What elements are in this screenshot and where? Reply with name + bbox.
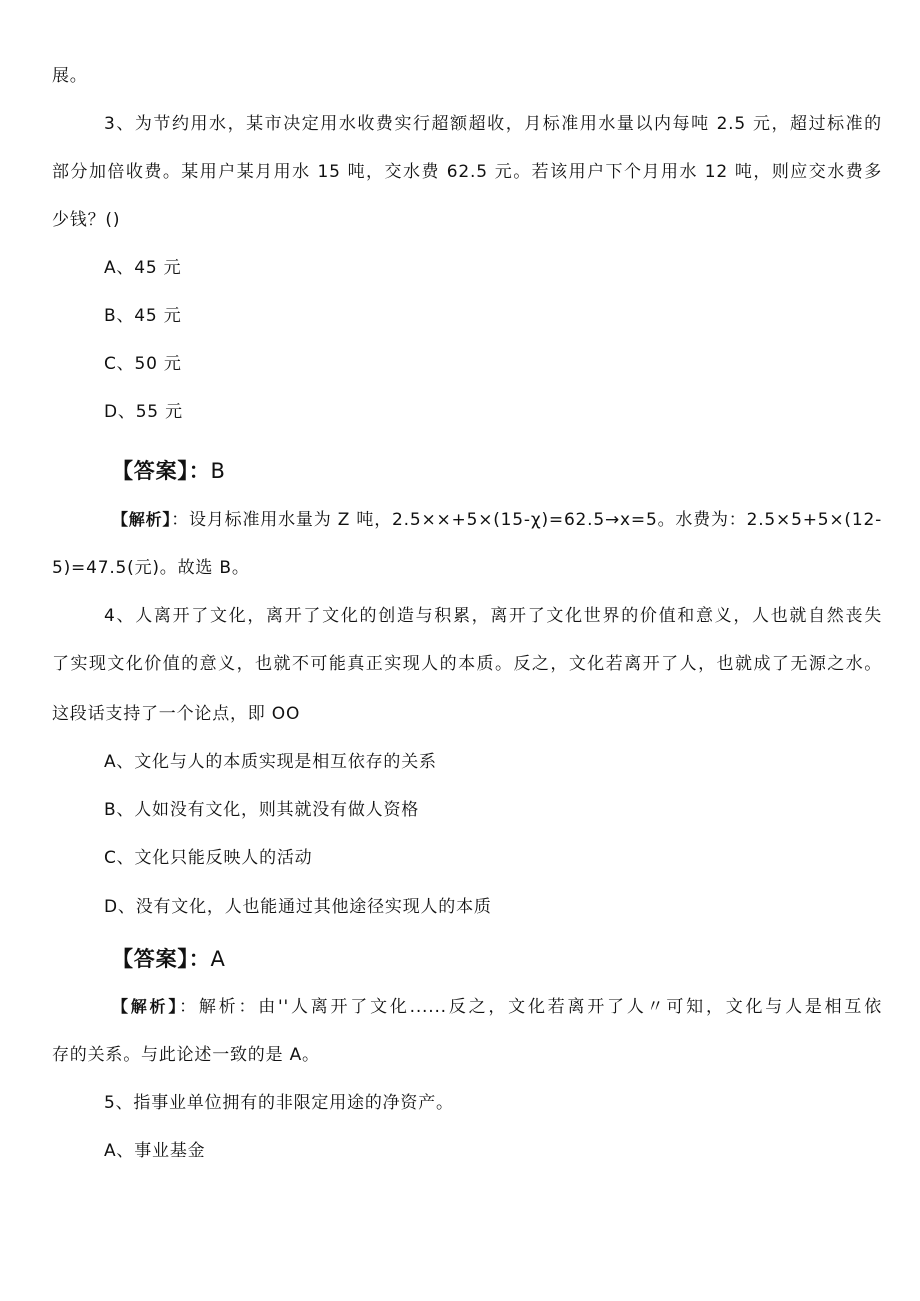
previous-question-tail: 展。 bbox=[52, 66, 88, 86]
question-3-line-2: 部分加倍收费。某用户某月用水 15 吨，交水费 62.5 元。若该用户下个月用水 12 吨，则应交水费多 bbox=[52, 162, 882, 182]
question-3-option-c: C、50 元 bbox=[104, 354, 182, 374]
question-3-explanation-line-2: 5)=47.5(元)。故选 B。 bbox=[52, 558, 250, 578]
question-3-explanation-line-1 bbox=[112, 508, 882, 532]
explanation-text: ：解析：由''人离开了文化......反之，文化若离开了人〃可知，文化与人是相互依 bbox=[179, 997, 882, 1017]
question-4-line-3: 这段话支持了一个论点，即 OO bbox=[52, 704, 301, 724]
question-4-option-c: C、文化只能反映人的活动 bbox=[104, 848, 313, 868]
question-4-answer bbox=[112, 944, 226, 976]
question-3-line-1: 3、为节约用水，某市决定用水收费实行超额超收，月标准用水量以内每吨 2.5 元，超过标准的 bbox=[104, 114, 882, 134]
explanation-text: ：设月标准用水量为 Z 吨，2.5××+5×(15-χ)=62.5→x=5。水费为：2.5×5+5×(12- bbox=[171, 510, 883, 530]
question-4-option-a: A、文化与人的本质实现是相互依存的关系 bbox=[104, 752, 437, 772]
answer-value: A bbox=[210, 947, 226, 971]
question-3-line-3: 少钱？() bbox=[52, 210, 121, 230]
question-5-line-1: 5、指事业单位拥有的非限定用途的净资产。 bbox=[104, 1093, 454, 1113]
question-5-option-a: A、事业基金 bbox=[104, 1141, 206, 1161]
question-3-answer bbox=[112, 456, 226, 488]
question-3-option-a: A、45 元 bbox=[104, 258, 182, 278]
answer-value: B bbox=[210, 459, 226, 483]
answer-label: 【答案】： bbox=[112, 459, 211, 483]
question-4-option-b: B、人如没有文化，则其就没有做人资格 bbox=[104, 800, 420, 820]
question-3-option-d: D、55 元 bbox=[104, 402, 183, 422]
explanation-label: 【解析】 bbox=[112, 997, 180, 1016]
question-4-line-2: 了实现文化价值的意义，也就不可能真正实现人的本质。反之，文化若离开了人，也就成了无源之水。 bbox=[52, 654, 882, 674]
explanation-label: 【解析】 bbox=[112, 510, 172, 529]
question-3-option-b: B、45 元 bbox=[104, 306, 182, 326]
question-4-line-1: 4、人离开了文化，离开了文化的创造与积累，离开了文化世界的价值和意义，人也就自然丧失 bbox=[104, 606, 882, 626]
question-4-explanation-line-2: 存的关系。与此论述一致的是 A。 bbox=[52, 1045, 320, 1065]
question-4-explanation-line-1 bbox=[112, 995, 882, 1019]
answer-label: 【答案】： bbox=[112, 947, 211, 971]
question-4-option-d: D、没有文化，人也能通过其他途径实现人的本质 bbox=[104, 897, 492, 917]
